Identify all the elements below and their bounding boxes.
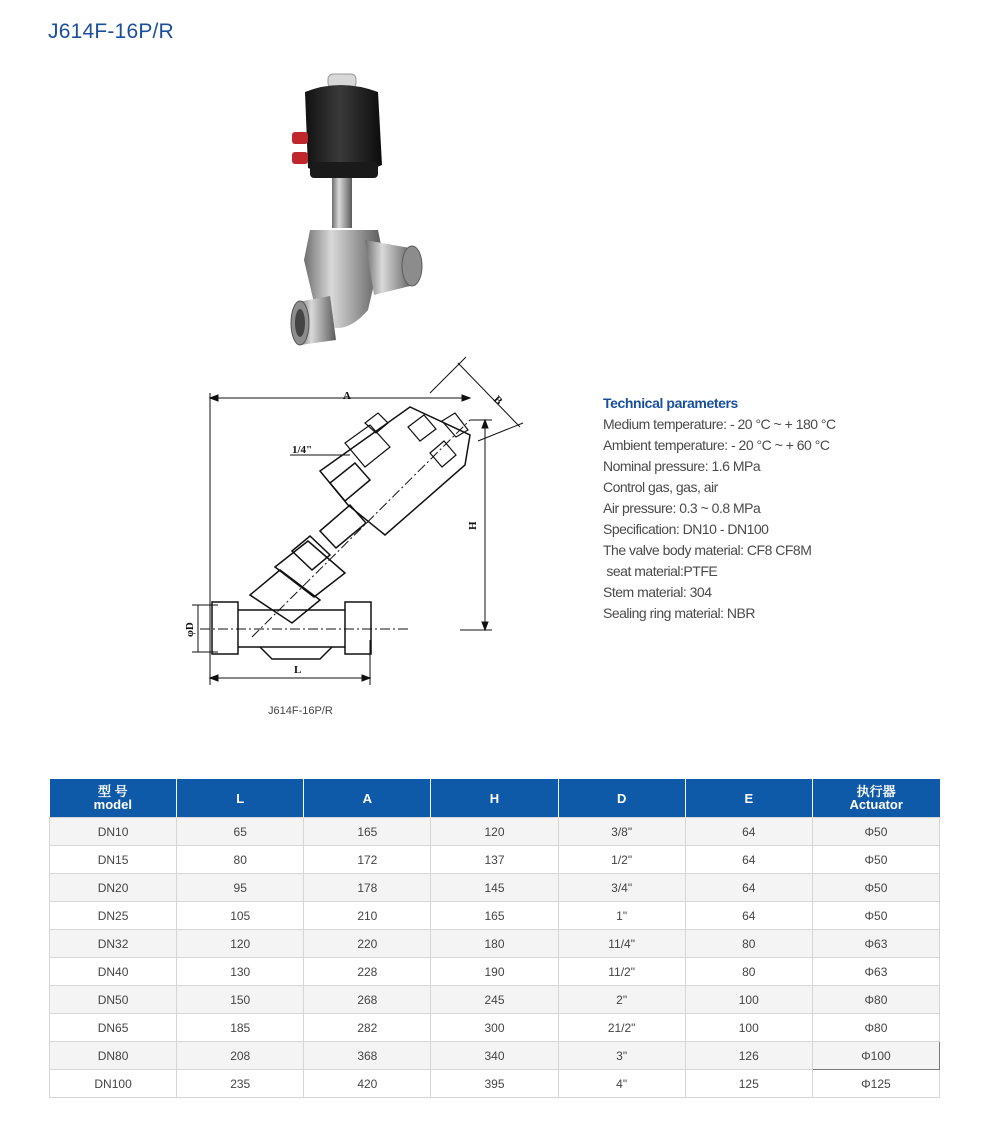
dimension-label-a: A <box>343 390 351 402</box>
table-cell: DN10 <box>50 818 177 846</box>
table-cell: Φ63 <box>812 958 939 986</box>
table-cell: 235 <box>177 1070 304 1098</box>
column-header-e <box>685 779 812 818</box>
column-header-model <box>50 779 177 818</box>
table-cell: 95 <box>177 874 304 902</box>
table-cell: 64 <box>685 818 812 846</box>
table-cell: 120 <box>177 930 304 958</box>
header-en: Actuator <box>849 797 903 812</box>
table-row <box>50 986 940 1014</box>
header-en: D <box>616 790 627 806</box>
table-cell: Φ125 <box>812 1070 939 1098</box>
param-body-material: The valve body material: CF8 CF8M <box>603 542 812 558</box>
table-row <box>50 1014 940 1042</box>
table-cell: DN15 <box>50 846 177 874</box>
header-en: L <box>236 790 245 806</box>
table-cell: 210 <box>304 902 431 930</box>
table-cell: DN100 <box>50 1070 177 1098</box>
table-row <box>50 846 940 874</box>
table-cell: 21/2" <box>558 1014 685 1042</box>
table-cell: 150 <box>177 986 304 1014</box>
table-cell: 300 <box>431 1014 558 1042</box>
header-en: H <box>489 790 500 806</box>
param-seat-material: seat material:PTFE <box>603 563 718 579</box>
table-cell: DN80 <box>50 1042 177 1070</box>
column-header-h <box>431 779 558 818</box>
table-row <box>50 818 940 846</box>
table-cell: 228 <box>304 958 431 986</box>
table-cell: 268 <box>304 986 431 1014</box>
table-cell: Φ50 <box>812 902 939 930</box>
table-cell: 80 <box>685 958 812 986</box>
param-medium-temperature: Medium temperature: - 20 °C ~ + 180 °C <box>603 416 836 432</box>
table-cell: 100 <box>685 986 812 1014</box>
table-cell: 368 <box>304 1042 431 1070</box>
header-en: model <box>93 797 132 812</box>
column-header-a <box>304 779 431 818</box>
table-cell: 145 <box>431 874 558 902</box>
table-cell: 1" <box>558 902 685 930</box>
table-cell: 165 <box>304 818 431 846</box>
technical-parameters <box>603 395 963 624</box>
valve-technical-drawing <box>180 355 540 700</box>
header-cn: 型 号 <box>98 784 128 799</box>
table-cell: 64 <box>685 846 812 874</box>
port-size-label: 1/4" <box>292 444 313 456</box>
table-cell: 80 <box>177 846 304 874</box>
table-cell: 420 <box>304 1070 431 1098</box>
valve-product-image <box>270 70 430 360</box>
table-cell: DN65 <box>50 1014 177 1042</box>
param-stem-material: Stem material: 304 <box>603 584 712 600</box>
table-cell: 3/4" <box>558 874 685 902</box>
column-header-l <box>177 779 304 818</box>
param-sealing-ring-material: Sealing ring material: NBR <box>603 605 755 621</box>
table-cell: Φ50 <box>812 818 939 846</box>
table-cell: 208 <box>177 1042 304 1070</box>
table-cell: DN50 <box>50 986 177 1014</box>
table-cell: 105 <box>177 902 304 930</box>
param-specification: Specification: DN10 - DN100 <box>603 521 769 537</box>
table-cell: 395 <box>431 1070 558 1098</box>
dimension-label-h: H <box>467 521 479 530</box>
table-cell: 4" <box>558 1070 685 1098</box>
table-row <box>50 874 940 902</box>
table-cell: 245 <box>431 986 558 1014</box>
table-cell: 2" <box>558 986 685 1014</box>
table-cell: Φ80 <box>812 1014 939 1042</box>
specification-table <box>49 779 940 1098</box>
table-row <box>50 902 940 930</box>
table-cell: 64 <box>685 902 812 930</box>
table-cell: 65 <box>177 818 304 846</box>
table-cell: 11/4" <box>558 930 685 958</box>
table-cell: 3/8" <box>558 818 685 846</box>
table-cell: 3" <box>558 1042 685 1070</box>
table-cell: Φ50 <box>812 874 939 902</box>
table-row <box>50 930 940 958</box>
table-row <box>50 958 940 986</box>
table-cell: 220 <box>304 930 431 958</box>
table-cell: 1/2" <box>558 846 685 874</box>
table-cell: 100 <box>685 1014 812 1042</box>
param-control-gas: Control gas, gas, air <box>603 479 718 495</box>
table-cell: DN40 <box>50 958 177 986</box>
table-cell: 165 <box>431 902 558 930</box>
dimension-label-d: φD <box>184 622 196 637</box>
table-cell: Φ80 <box>812 986 939 1014</box>
table-cell: 120 <box>431 818 558 846</box>
table-cell: Φ63 <box>812 930 939 958</box>
header-cn: 执行器 <box>856 784 896 799</box>
table-cell: 11/2" <box>558 958 685 986</box>
table-cell-selected: Φ100 <box>812 1042 939 1070</box>
table-header-row <box>50 779 940 818</box>
table-cell: 172 <box>304 846 431 874</box>
page-title: J614F-16P/R <box>48 20 174 43</box>
column-header-actuator <box>812 779 939 818</box>
table-cell: 80 <box>685 930 812 958</box>
table-cell: 185 <box>177 1014 304 1042</box>
param-ambient-temperature: Ambient temperature: - 20 °C ~ + 60 °C <box>603 437 830 453</box>
table-cell: 137 <box>431 846 558 874</box>
table-cell: 190 <box>431 958 558 986</box>
table-cell: 340 <box>431 1042 558 1070</box>
table-row <box>50 1070 940 1098</box>
table-cell: DN20 <box>50 874 177 902</box>
table-cell: 180 <box>431 930 558 958</box>
header-en: A <box>362 790 373 806</box>
drawing-caption: J614F-16P/R <box>268 705 333 717</box>
dimension-label-b: B <box>490 393 505 408</box>
table-cell: 64 <box>685 874 812 902</box>
param-air-pressure: Air pressure: 0.3 ~ 0.8 MPa <box>603 500 761 516</box>
table-cell: Φ50 <box>812 846 939 874</box>
param-nominal-pressure: Nominal pressure: 1.6 MPa <box>603 458 761 474</box>
dimension-label-l: L <box>294 664 302 676</box>
header-en: E <box>744 790 754 806</box>
column-header-d <box>558 779 685 818</box>
table-cell: 282 <box>304 1014 431 1042</box>
table-cell: 178 <box>304 874 431 902</box>
table-cell: DN25 <box>50 902 177 930</box>
table-cell: 126 <box>685 1042 812 1070</box>
technical-parameters-heading: Technical parameters <box>603 395 738 411</box>
table-cell: 130 <box>177 958 304 986</box>
table-cell: DN32 <box>50 930 177 958</box>
table-row <box>50 1042 940 1070</box>
table-cell: 125 <box>685 1070 812 1098</box>
